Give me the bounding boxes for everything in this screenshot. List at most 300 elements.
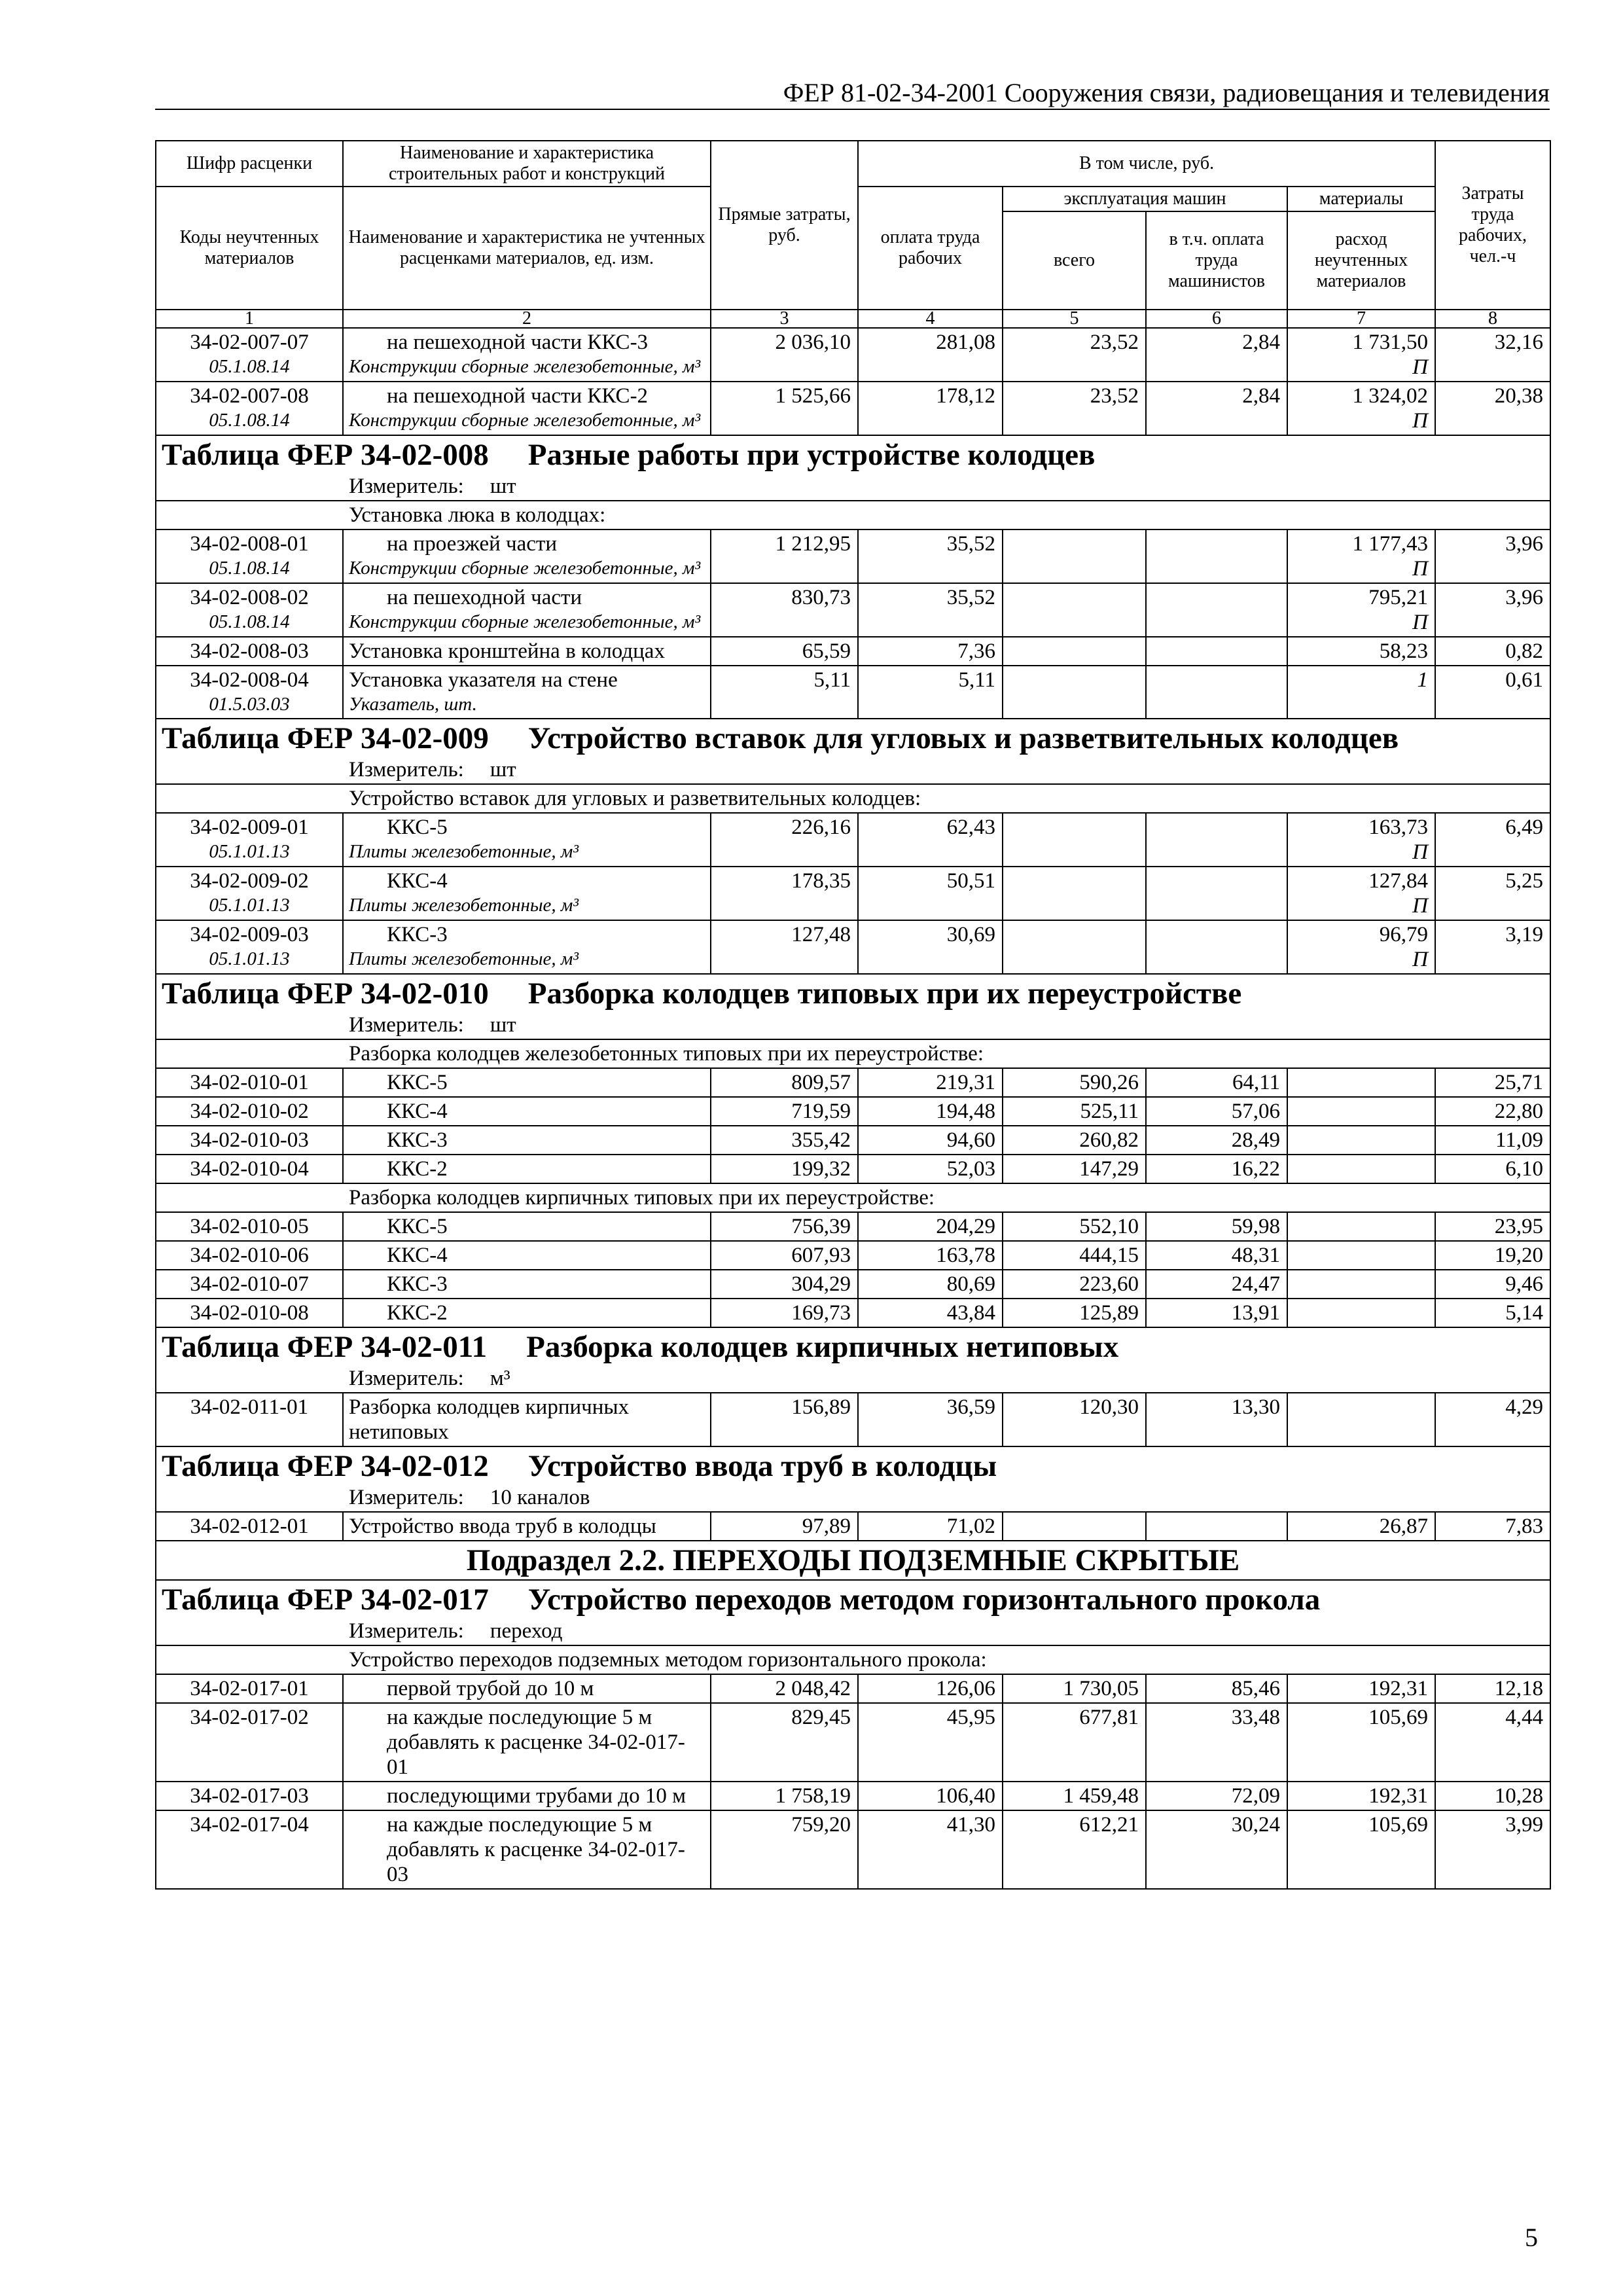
material-flag: П (1412, 409, 1429, 433)
column-number: 7 (1287, 310, 1435, 328)
group-row (156, 1183, 1550, 1212)
value-cell (1146, 1270, 1287, 1299)
rate-code: 34-02-017-03 (190, 1784, 309, 1808)
rate-code: 34-02-010-07 (190, 1272, 309, 1296)
value: 23,95 (1494, 1215, 1544, 1238)
value: 156,89 (791, 1395, 851, 1419)
value-cell (858, 1270, 1003, 1299)
rate-code: 34-02-009-03 (190, 923, 309, 946)
value: 444,15 (1079, 1244, 1139, 1267)
value: 127,48 (791, 923, 851, 946)
rate-code: 34-02-009-01 (190, 816, 309, 839)
value-cell (1003, 1126, 1146, 1155)
value: 4,44 (1505, 1706, 1544, 1729)
value-cell (1287, 1810, 1435, 1889)
material-flag: П (1412, 948, 1429, 971)
value-cell (1146, 1212, 1287, 1241)
value: 5,11 (813, 668, 851, 692)
value-cell (1146, 1241, 1287, 1270)
code-cell (156, 1126, 343, 1155)
table-number: Таблица ФЕР 34-02-011 (162, 1330, 488, 1364)
table-number: Таблица ФЕР 34-02-012 (162, 1449, 489, 1483)
value: 19,20 (1494, 1244, 1544, 1267)
material-flag: П (1412, 840, 1429, 864)
unit-row (156, 756, 1550, 784)
value-cell (1003, 328, 1146, 382)
value-cell (1003, 1703, 1146, 1782)
table-name: Устройство ввода труб в колодцы (527, 1449, 997, 1483)
work-name: ККС-4 (387, 869, 448, 893)
value: 590,26 (1079, 1071, 1139, 1094)
table-row (156, 1097, 1550, 1126)
value-cell (711, 583, 858, 637)
value-cell (1003, 1212, 1146, 1241)
unit-row (156, 1365, 1550, 1393)
value-cell (1287, 920, 1435, 974)
value-cell (1146, 1299, 1287, 1327)
rate-code: 34-02-008-03 (190, 639, 309, 663)
table-title (156, 719, 1550, 756)
table-number: Таблица ФЕР 34-02-010 (162, 977, 489, 1011)
table-row (156, 529, 1550, 583)
rate-code: 34-02-017-04 (190, 1813, 309, 1837)
code-cell (156, 1068, 343, 1097)
rate-code: 34-02-008-04 (190, 668, 309, 692)
unit-row (156, 1484, 1550, 1512)
value-cell (1146, 1097, 1287, 1126)
unit-cell (156, 1365, 1550, 1393)
value: 45,95 (946, 1706, 995, 1729)
table-title (156, 1580, 1550, 1617)
value: 127,84 (1368, 869, 1429, 893)
work-name: первой трубой до 10 м (387, 1677, 594, 1700)
value-cell (1287, 666, 1435, 719)
name-cell (343, 1674, 711, 1703)
value: 43,84 (946, 1301, 995, 1325)
value: 65,59 (802, 639, 851, 663)
code-cell (156, 1512, 343, 1541)
value: 281,08 (936, 331, 995, 354)
code-cell (156, 328, 343, 382)
unit-value: шт (490, 758, 516, 781)
value-cell (1287, 1703, 1435, 1782)
value-cell (711, 867, 858, 920)
value-cell (1287, 1674, 1435, 1703)
rate-code: 34-02-007-07 (190, 331, 309, 354)
value: 260,82 (1079, 1128, 1139, 1152)
table-row (156, 813, 1550, 867)
value-cell (1435, 1674, 1550, 1703)
value: 32,16 (1494, 331, 1544, 354)
table-row (156, 1299, 1550, 1327)
value-cell (1146, 1512, 1287, 1541)
value: 7,36 (957, 639, 995, 663)
unit-value: шт (490, 1013, 516, 1037)
unit-label: Измеритель: (349, 1486, 464, 1509)
value-cell (711, 1299, 858, 1327)
table-title-row (156, 1327, 1550, 1365)
value: 178,35 (791, 869, 851, 893)
value-cell (1003, 813, 1146, 867)
value-cell (711, 1393, 858, 1446)
work-name: Разборка колодцев кирпичных нетиповых (349, 1395, 630, 1444)
value-cell (858, 666, 1003, 719)
material-name: Плиты железобетонные, м³ (349, 895, 579, 916)
value-cell (1435, 1782, 1550, 1810)
value-cell (1287, 1241, 1435, 1270)
value: 178,12 (936, 384, 995, 408)
table-row (156, 328, 1550, 382)
work-name: ККС-4 (387, 1244, 448, 1267)
value: 12,18 (1494, 1677, 1544, 1700)
header-material-names: Наименование и характеристика не учтенных расценками материалов, ед. изм. (343, 187, 711, 310)
value-cell (1287, 583, 1435, 637)
subsection-row (156, 1541, 1550, 1580)
value: 199,32 (791, 1157, 851, 1181)
rate-code: 34-02-010-02 (190, 1100, 309, 1123)
unit-row (156, 473, 1550, 501)
value: 20,38 (1494, 384, 1544, 408)
value-cell (858, 1212, 1003, 1241)
value: 192,31 (1368, 1677, 1429, 1700)
material-flag: П (1412, 894, 1429, 918)
value-cell (1146, 1703, 1287, 1782)
value-cell (1287, 637, 1435, 666)
value-cell (858, 1703, 1003, 1782)
material-name: Конструкции сборные железобетонные, м³ (349, 410, 701, 431)
value-cell (711, 637, 858, 666)
table-title (156, 1446, 1550, 1484)
rate-code: 34-02-008-02 (190, 586, 309, 609)
name-cell (343, 1155, 711, 1183)
rate-code: 34-02-010-01 (190, 1071, 309, 1094)
value-cell (858, 529, 1003, 583)
value-cell (1003, 1097, 1146, 1126)
table-title-row (156, 435, 1550, 473)
name-cell (343, 1097, 711, 1126)
value: 1 324,02 (1352, 384, 1429, 408)
value: 120,30 (1079, 1395, 1139, 1419)
value: 58,23 (1379, 639, 1429, 663)
unit-cell (156, 1617, 1550, 1645)
value-cell (1287, 1068, 1435, 1097)
value-cell (1146, 328, 1287, 382)
work-name: ККС-3 (387, 1272, 448, 1296)
column-number: 8 (1435, 310, 1550, 328)
group-heading: Устройство вставок для угловых и разветвительных колодцев: (156, 784, 1550, 813)
value-cell (1003, 1810, 1146, 1889)
value: 607,93 (791, 1244, 851, 1267)
value-cell (1003, 529, 1146, 583)
value-cell (1003, 867, 1146, 920)
table-name: Разборка колодцев типовых при их переустройстве (527, 977, 1242, 1011)
value: 23,52 (1090, 331, 1139, 354)
table-number: Таблица ФЕР 34-02-008 (162, 438, 489, 472)
value-cell (1435, 1270, 1550, 1299)
rate-code: 34-02-010-04 (190, 1157, 309, 1181)
value-cell (1287, 328, 1435, 382)
column-number: 5 (1003, 310, 1146, 328)
value-cell (1287, 867, 1435, 920)
header-machines-total: всего (1003, 211, 1146, 310)
work-name: на пешеходной части (387, 586, 582, 609)
value: 795,21 (1368, 586, 1429, 609)
column-numbers-row (156, 310, 1550, 328)
material-code: 05.1.01.13 (209, 948, 290, 969)
value-cell (1287, 1270, 1435, 1299)
value-cell (1146, 1393, 1287, 1446)
value: 169,73 (791, 1301, 851, 1325)
value-cell (1146, 920, 1287, 974)
value: 71,02 (946, 1515, 995, 1538)
code-cell (156, 529, 343, 583)
value-cell (858, 867, 1003, 920)
value-cell (711, 1674, 858, 1703)
code-cell (156, 920, 343, 974)
table-row (156, 637, 1550, 666)
value: 25,71 (1494, 1071, 1544, 1094)
work-name: Устройство ввода труб в колодцы (349, 1515, 656, 1538)
work-name: ККС-5 (387, 816, 448, 839)
name-cell (343, 920, 711, 974)
value-cell (1287, 1782, 1435, 1810)
value: 1 731,50 (1352, 331, 1429, 354)
value: 219,31 (936, 1071, 995, 1094)
code-cell (156, 1097, 343, 1126)
value: 7,83 (1505, 1515, 1544, 1538)
subsection-heading: Подраздел 2.2. ПЕРЕХОДЫ ПОДЗЕМНЫЕ СКРЫТЫЕ (156, 1541, 1550, 1580)
value-cell (1003, 920, 1146, 974)
work-name: Установка указателя на стене (349, 668, 618, 692)
rate-code: 34-02-010-05 (190, 1215, 309, 1238)
material-flag: П (1412, 355, 1429, 379)
value-cell (1435, 583, 1550, 637)
work-name: на каждые последующие 5 м добавлять к расценке 34-02-017-01 (387, 1706, 685, 1779)
value-cell (858, 1241, 1003, 1270)
header-machinist-pay: в т.ч. оплата труда машинистов (1146, 211, 1287, 310)
header-worker-pay: оплата труда рабочих (858, 187, 1003, 310)
unit-label: Измеритель: (349, 1619, 464, 1643)
name-cell (343, 1068, 711, 1097)
value: 525,11 (1080, 1100, 1139, 1123)
value-cell (711, 1241, 858, 1270)
value-cell (1287, 1512, 1435, 1541)
value: 5,25 (1505, 869, 1544, 893)
table-title-row (156, 719, 1550, 756)
table-row (156, 583, 1550, 637)
value: 80,69 (946, 1272, 995, 1296)
code-cell (156, 382, 343, 435)
value-cell (1146, 1674, 1287, 1703)
value: 1 212,95 (775, 532, 851, 556)
table-row (156, 920, 1550, 974)
value: 72,09 (1231, 1784, 1280, 1808)
table-row (156, 1212, 1550, 1241)
value-cell (858, 637, 1003, 666)
value: 105,69 (1368, 1706, 1429, 1729)
work-name: ККС-2 (387, 1301, 448, 1325)
unit-value: 10 каналов (490, 1486, 590, 1509)
value: 5,14 (1505, 1301, 1544, 1325)
value-cell (1435, 1068, 1550, 1097)
value: 22,80 (1494, 1100, 1544, 1123)
material-flag: 1 (1417, 668, 1429, 692)
value: 2,84 (1242, 331, 1280, 354)
work-name: ККС-3 (387, 923, 448, 946)
value-cell (1287, 529, 1435, 583)
value: 28,49 (1231, 1128, 1280, 1152)
name-cell (343, 637, 711, 666)
value-cell (711, 382, 858, 435)
value-cell (858, 583, 1003, 637)
column-number: 1 (156, 310, 343, 328)
value: 23,52 (1090, 384, 1139, 408)
value: 147,29 (1079, 1157, 1139, 1181)
value-cell (1146, 382, 1287, 435)
value-cell (1146, 1155, 1287, 1183)
value: 552,10 (1079, 1215, 1139, 1238)
unit-value: шт (490, 475, 516, 498)
code-cell (156, 1703, 343, 1782)
name-cell (343, 1703, 711, 1782)
value-cell (711, 1097, 858, 1126)
table-name: Разные работы при устройстве колодцев (527, 438, 1096, 472)
value-cell (1146, 637, 1287, 666)
group-heading: Разборка колодцев железобетонных типовых при их переустройстве: (156, 1039, 1550, 1068)
value: 9,46 (1505, 1272, 1544, 1296)
work-name: Установка кронштейна в колодцах (349, 639, 665, 663)
value: 1 730,05 (1063, 1677, 1139, 1700)
code-cell (156, 1270, 343, 1299)
value: 13,30 (1231, 1395, 1280, 1419)
table-title-row (156, 1580, 1550, 1617)
value-cell (858, 1097, 1003, 1126)
header-materials: материалы (1287, 187, 1435, 211)
value-cell (711, 1068, 858, 1097)
value-cell (1003, 382, 1146, 435)
value-cell (1146, 867, 1287, 920)
name-cell (343, 529, 711, 583)
page-number: 5 (1525, 2223, 1538, 2252)
header-name: Наименование и характеристика строительных работ и конструкций (343, 141, 711, 187)
value-cell (1435, 1703, 1550, 1782)
code-cell (156, 1241, 343, 1270)
value: 30,24 (1231, 1813, 1280, 1837)
work-name: ККС-3 (387, 1128, 448, 1152)
code-cell (156, 666, 343, 719)
value: 57,06 (1231, 1100, 1280, 1123)
name-cell (343, 382, 711, 435)
work-name: на проезжей части (387, 532, 558, 556)
value-cell (858, 813, 1003, 867)
value-cell (711, 1212, 858, 1241)
table-row (156, 1126, 1550, 1155)
table-row (156, 1703, 1550, 1782)
name-cell (343, 867, 711, 920)
group-heading: Установка люка в колодцах: (156, 501, 1550, 529)
value: 2 048,42 (775, 1677, 851, 1700)
value-cell (711, 1782, 858, 1810)
name-cell (343, 813, 711, 867)
work-name: на пешеходной части ККС-3 (387, 331, 649, 354)
value-cell (858, 328, 1003, 382)
value: 1 459,48 (1063, 1784, 1139, 1808)
table-row (156, 867, 1550, 920)
unit-value: переход (490, 1619, 563, 1643)
value-cell (1146, 666, 1287, 719)
unit-cell (156, 1484, 1550, 1512)
value-cell (1435, 1212, 1550, 1241)
rate-code: 34-02-010-08 (190, 1301, 309, 1325)
value-cell (711, 1155, 858, 1183)
value: 204,29 (936, 1215, 995, 1238)
value-cell (1003, 1782, 1146, 1810)
value-cell (858, 1299, 1003, 1327)
header-material-codes: Коды неучтенных материалов (156, 187, 343, 310)
value: 52,03 (946, 1157, 995, 1181)
unit-label: Измеритель: (349, 1367, 464, 1390)
work-name: на пешеходной части ККС-2 (387, 384, 649, 408)
value-cell (1003, 1512, 1146, 1541)
material-name: Конструкции сборные железобетонные, м³ (349, 611, 701, 632)
value: 26,87 (1379, 1515, 1429, 1538)
material-code: 05.1.01.13 (209, 841, 290, 862)
table-name: Устройство вставок для угловых и разветвительных колодцев (527, 721, 1399, 755)
value-cell (711, 328, 858, 382)
value-cell (1287, 813, 1435, 867)
value-cell (711, 529, 858, 583)
value-cell (858, 1782, 1003, 1810)
unit-label: Измеритель: (349, 758, 464, 781)
header-including: В том числе, руб. (858, 141, 1435, 187)
value: 612,21 (1079, 1813, 1139, 1837)
value: 10,28 (1494, 1784, 1544, 1808)
unit-row (156, 1617, 1550, 1645)
material-code: 05.1.08.14 (209, 611, 290, 632)
value-cell (711, 920, 858, 974)
value-cell (1435, 813, 1550, 867)
value: 759,20 (791, 1813, 851, 1837)
table-row (156, 1270, 1550, 1299)
value: 2,84 (1242, 384, 1280, 408)
table-number: Таблица ФЕР 34-02-017 (162, 1583, 489, 1617)
value: 11,09 (1495, 1128, 1544, 1152)
value-cell (1287, 1212, 1435, 1241)
material-code: 01.5.03.03 (209, 694, 290, 715)
name-cell (343, 1126, 711, 1155)
work-name: ККС-5 (387, 1071, 448, 1094)
value: 125,89 (1079, 1301, 1139, 1325)
work-name: на каждые последующие 5 м добавлять к расценке 34-02-017-03 (387, 1813, 685, 1886)
material-name: Конструкции сборные железобетонные, м³ (349, 558, 701, 579)
name-cell (343, 1212, 711, 1241)
value-cell (1003, 1155, 1146, 1183)
rate-code: 34-02-007-08 (190, 384, 309, 408)
code-cell (156, 867, 343, 920)
table-row (156, 1674, 1550, 1703)
value-cell (1003, 1068, 1146, 1097)
value-cell (1287, 1097, 1435, 1126)
value-cell (1146, 1810, 1287, 1889)
value: 41,30 (946, 1813, 995, 1837)
value-cell (858, 1674, 1003, 1703)
name-cell (343, 1512, 711, 1541)
value-cell (711, 1270, 858, 1299)
value-cell (1287, 1155, 1435, 1183)
name-cell (343, 1810, 711, 1889)
value-cell (711, 666, 858, 719)
value: 35,52 (946, 532, 995, 556)
